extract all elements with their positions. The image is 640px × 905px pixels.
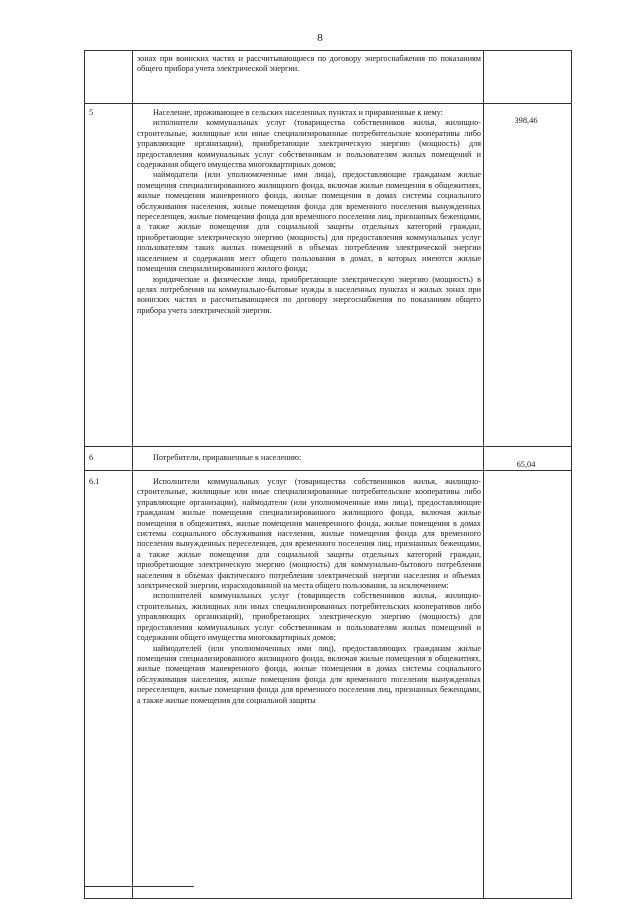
footnote-rule [84, 886, 194, 887]
row-paragraph: исполнители коммунальных услуг (товарищества собственников жилья, жилищно-строительные, жилищные или иные специализированные потребительские кооперативы либо управляющие организации), приобретающие электрическую энергию (мощность) для предоставления коммунальных услуг собственникам и пользователям жилых помещений и содержания общего имущества многоквартирных домов; [137, 118, 481, 170]
row-paragraph: исполнителей коммунальных услуг (товариществ собственников жилья, жилищно-строительных, жилищных или иных специализированных потребительских кооперативов либо управляющих организаций), приобретающих электрическую энергию (мощность) для предоставления коммунальных услуг собственникам и пользователям жилых помещений и содержания общего имущества многоквартирных домов; [137, 591, 481, 643]
row-divider [84, 898, 572, 899]
row-divider [84, 446, 572, 447]
page-number: 8 [317, 32, 323, 44]
tariff-table [84, 50, 572, 899]
row-number: 5 [89, 108, 94, 117]
table-border-right [571, 50, 572, 899]
tariff-value: 65,04 [516, 460, 536, 469]
table-row-text [137, 108, 481, 316]
table-border-left [84, 50, 85, 899]
table-row-text [137, 477, 481, 706]
row-divider [84, 470, 572, 471]
row-paragraph: юридические и физические лица, приобретающие электрическую энергию (мощность) в целях потребления на коммунально-бытовые нужды в населенных пунктах и жилых зонах при воинских частях и рассчитывающиеся по договору энергоснабжения по показаниям общего прибора учета электрической энергии. [137, 274, 481, 315]
table-row-continuation-text [137, 54, 481, 75]
row-paragraph: Население, проживающее в сельских населенных пунктах и приравненные к нему: [153, 108, 443, 117]
row-paragraph: Исполнители коммунальных услуг (товарищества собственников жилья, жилищно-строительные, жилищные или иные специализированные потребительские кооперативы либо управляющие организации), наймодатели (или уполномоченные ими лица), предоставляющие гражданам жилые помещения специализированного жилищного фонда, включая жилые помещения в общежитиях, жилые помещения маневренного фонда, жилые помещения в домах системы социального обслуживания населения, жилые помещения фонда для временного поселения вынужденных переселенцев, для временного поселения лиц, признанных беженцами, а также жилые помещения для социальной защиты отдельных категорий граждан, приобретающие электрическую энергию (мощность) для коммунально-бытового потребления населения в объемах фактического потребления электрической энергии населения и объемах электрической энергии, израсходованной на места общего пользования, за исключением: [137, 477, 481, 591]
row-number: 6.1 [89, 477, 100, 486]
row-number: 6 [89, 453, 94, 462]
column-divider-value [483, 50, 484, 899]
column-divider-number [132, 50, 133, 899]
row-paragraph: зонах при воинских частях и рассчитывающиеся по договору энергоснабжения по показаниям общего прибора учета электрической энергии. [137, 54, 481, 74]
tariff-value: 398,46 [514, 116, 538, 125]
table-row-text [137, 453, 481, 463]
row-divider [84, 103, 572, 104]
row-paragraph: Потребители, приравненные к населению: [153, 453, 302, 462]
row-paragraph: наймодатели (или уполномоченные ими лица), предоставляющие гражданам жилые помещения специализированного жилищного фонда, включая жилые помещения в общежитиях, жилые помещения маневренного фонда, жилые помещения в домах системы социального обслуживания населения, жилые помещения фонда для временного поселения вынужденных переселенцев, жилые помещения фонда для временного поселения лиц, признанных беженцами, а также жилые помещения для социальной защиты отдельных категорий граждан, приобретающие электрическую энергию (мощность) для предоставления коммунальных услуг пользователям таких жилых помещений в объемах потребления электрической энергии населением и содержания мест общего пользования в домах, в которых имеются жилые помещения специализированного жилого фонда; [137, 170, 481, 274]
row-paragraph: наймодателей (или уполномоченных ими лиц), предоставляющих гражданам жилые помещения специализированного жилищного фонда, включая жилые помещения в общежитиях, жилые помещения маневренного фонда, жилые помещения в домах системы социального обслуживания населения, жилые помещения фонда для временного поселения вынужденных переселенцев, жилые помещения фонда для временного поселения лиц, признанных беженцами, а также жилые помещения для социальной защиты [137, 643, 481, 705]
row-divider [84, 50, 572, 51]
